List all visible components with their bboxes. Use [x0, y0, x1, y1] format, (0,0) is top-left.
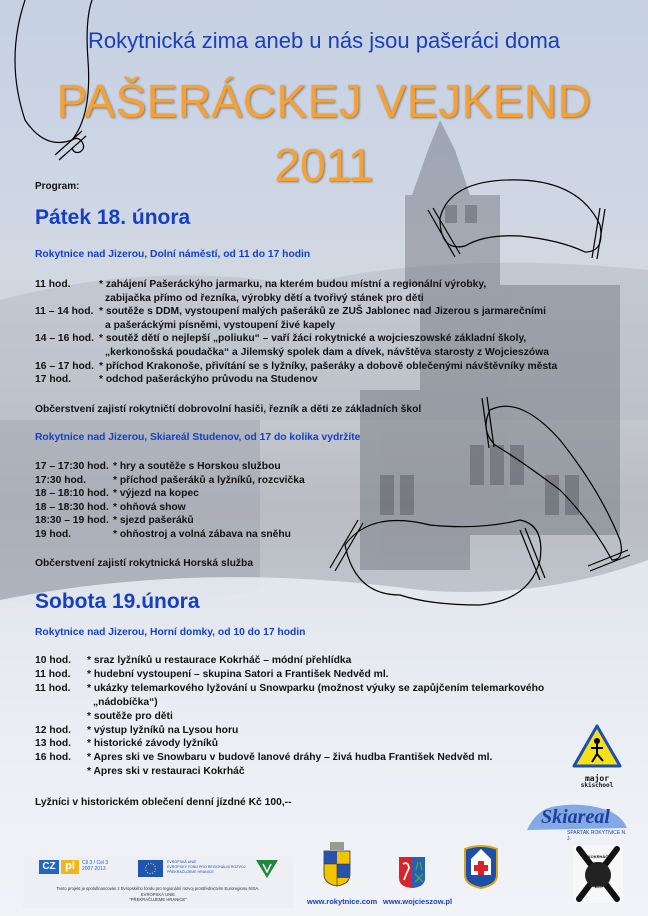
schedule-time: 12 hod. — [35, 724, 72, 736]
schedule-row — [35, 751, 595, 765]
schedule-desc: * soutěže pro děti — [87, 710, 173, 722]
schedule-row — [35, 654, 595, 668]
cil-label — [82, 860, 122, 872]
program-label: Program: — [35, 181, 80, 192]
schedule-row — [35, 487, 435, 501]
schedule-time: 18:30 – 19 hod. — [35, 515, 109, 527]
schedule-desc: * historické závody lyžníků — [87, 738, 219, 750]
schedule-desc: * Apres ski ve Snowbaru v budově lanové dráhy – živá hudba František Nedvěd ml. — [87, 752, 493, 764]
schedule-row — [35, 501, 435, 515]
major-skischool-logo — [572, 724, 622, 794]
rokytnice-coat-of-arms-icon — [322, 842, 352, 887]
schedule-time: 11 hod. — [35, 279, 71, 290]
wojcieszow-link[interactable]: www.wojcieszow.pl — [383, 897, 453, 906]
schedule-desc: * hudební vystoupení – skupina Satori a František Nedvěd ml. — [87, 668, 389, 680]
schedule-desc: * sjezd pašeráků — [113, 515, 194, 527]
schedule-time — [35, 710, 87, 724]
poster-year: 2011 — [274, 139, 374, 191]
saturday-ski-pass-note: Lyžníci v historickém oblečení denní jízdné Kč 100,-- — [35, 797, 292, 808]
schedule-row — [35, 332, 595, 346]
schedule-desc: * výjezd na kopec — [113, 488, 199, 500]
mountain-rescue-badge-icon — [461, 845, 501, 889]
schedule-desc: * ohňostroj a volná zábava na sněhu — [113, 528, 291, 540]
kokrhac-year: 1480 — [593, 885, 603, 890]
friday-venue-1: Rokytnice nad Jizerou, Dolní náměstí, od 11 do 17 hodin — [35, 249, 311, 260]
schedule-desc: * příchod Krakonoše, přivítání se s lyžníky, pašeráky a dobově oblečenými návštěvníky města — [99, 360, 558, 372]
schedule-row — [35, 474, 435, 488]
schedule-row — [35, 682, 595, 696]
eu-note-line: "PŘEKRAČUJEME HRANICE" — [129, 897, 187, 902]
kokrhac-sub: RESTAURANT — [587, 861, 609, 865]
schedule-time: 10 hod. — [35, 655, 72, 666]
schedule-row — [35, 460, 435, 474]
schedule-desc: * příchod pašeráků a lyžníků, rozcvička — [113, 474, 305, 486]
schedule-desc: „nádobíčka“) — [93, 696, 158, 708]
skischool-label: skischool — [580, 782, 614, 789]
wojcieszow-coat-of-arms-icon — [398, 856, 426, 889]
skiareal-name: Skiareal — [541, 806, 610, 828]
schedule-desc: * Apres ski v restauraci Kokrháč — [87, 766, 245, 778]
schedule-row — [35, 528, 435, 542]
schedule-desc: * ukázky telemarkového lyžování u Snowparku (možnost výuky se zapůjčením telemarkového — [87, 682, 545, 694]
schedule-desc: * soutěž dětí o nejlepší „poliuku“ – vaří žáci rokytnické a wojcieszowské základní školy, — [99, 333, 527, 345]
schedule-desc: * sraz lyžníků u restaurace Kokrháč – módní přehlídka — [87, 655, 352, 666]
warning-sign-icon — [572, 724, 622, 770]
eu-line: EVROPSKÝ FOND PRO REGIONÁLNÍ ROZVOJ — [167, 865, 246, 869]
schedule-time: 13 hod. — [35, 738, 72, 750]
schedule-desc: * hry a soutěže s Horskou službou — [113, 461, 281, 472]
schedule-row — [35, 710, 595, 724]
schedule-row — [35, 305, 595, 319]
schedule-row-cont — [35, 319, 595, 333]
poster-title: PAŠERÁCKEJ VEJKEND — [56, 75, 592, 127]
schedule-row — [35, 360, 595, 374]
schedule-desc: a pašeráckými písněmi, vystoupení živé kapely — [105, 319, 336, 331]
eu-line: PŘEKRAČUJEME HRANICE — [167, 870, 214, 874]
kokrhac-name: KOKRHÁČ — [587, 854, 609, 859]
pl-logo: pl — [61, 860, 79, 874]
schedule-time: 11 hod. — [35, 682, 71, 694]
skiareal-sub: SPARTAK ROKYTNICE N. J. — [567, 830, 627, 842]
eu-note — [23, 886, 293, 903]
eu-flag-icon — [138, 860, 163, 877]
schedule-row — [35, 765, 595, 779]
schedule-desc: * soutěže s DDM, vystoupení malých pašeráků ze ZUŠ Jablonec nad Jizerou s jarmarečními — [99, 306, 546, 318]
schedule-row — [35, 278, 595, 292]
eu-line: EVROPSKÁ UNIE — [167, 860, 197, 864]
schedule-row — [35, 514, 435, 528]
schedule-desc: * zahájení Pašeráckýho jarmarku, na kterém budou místní a regionální výrobky, — [99, 279, 487, 290]
schedule-row — [35, 724, 595, 738]
friday-venue-2: Rokytnice nad Jizerou, Skiareál Studenov, od 17 do kolika vydržíte — [35, 432, 361, 443]
kokrhac-restaurant-logo — [573, 845, 623, 903]
cz-logo: CZ — [39, 860, 59, 874]
eu-text — [167, 860, 257, 875]
schedule-desc: * ohňová show — [113, 501, 186, 513]
schedule-row — [35, 737, 595, 751]
friday-heading: Pátek 18. února — [35, 206, 191, 229]
eu-note-line: Tento projekt je spolufinancován z Evropského fondu pro regionální rozvoj prostřednictvím Euroregionu NISA. — [56, 886, 260, 891]
schedule-row-cont — [35, 292, 595, 306]
eu-note-line: EVROPSKÁ UNIE — [140, 891, 176, 897]
rokytnice-link[interactable]: www.rokytnice.com — [307, 897, 378, 906]
saturday-venue: Rokytnice nad Jizerou, Horní domky, od 10 do 17 hodin — [35, 627, 306, 638]
skiareal-logo — [527, 800, 631, 840]
schedule-time: 17 hod. — [35, 374, 72, 386]
schedule-desc: „kerkonošská poudačka“ a Jilemský spolek dam a dívek, návštěva starosty z Wojcieszówa — [105, 346, 549, 358]
schedule-time — [35, 765, 87, 779]
friday-schedule-2 — [35, 460, 435, 542]
schedule-time: 11 hod. — [35, 668, 71, 680]
schedule-row-cont — [35, 696, 595, 710]
saturday-heading: Sobota 19.února — [35, 590, 200, 613]
years-text: 2007 2013 — [82, 866, 106, 872]
eu-funding-box — [23, 856, 293, 908]
schedule-desc: * odchod pašeráckýho průvodu na Studenov — [99, 374, 318, 386]
major-label: major — [584, 774, 610, 783]
schedule-time: 17 – 17:30 hod. — [35, 461, 109, 472]
schedule-desc: * výstup lyžníků na Lysou horu — [87, 724, 239, 736]
poster-subtitle: Rokytnická zima aneb u nás jsou pašeráci doma — [87, 28, 561, 53]
schedule-time: 18 – 18:30 hod. — [35, 501, 109, 513]
schedule-time: 19 hod. — [35, 528, 72, 540]
cil-text: Cíl 3 / Cel 3 — [82, 860, 109, 866]
saturday-schedule — [35, 654, 595, 779]
schedule-row — [35, 373, 595, 387]
schedule-time: 14 – 16 hod. — [35, 333, 94, 345]
schedule-time: 17:30 hod. — [35, 474, 86, 486]
schedule-desc: zabijačka přímo od řezníka, výrobky dětí a tvořivý stánek pro děti — [105, 292, 424, 304]
nisa-logo-icon — [256, 860, 278, 878]
schedule-time: 11 – 14 hod. — [35, 306, 94, 318]
schedule-row — [35, 668, 595, 682]
friday-schedule-1 — [35, 278, 595, 387]
schedule-time: 16 – 17 hod. — [35, 360, 94, 372]
schedule-time: 18 – 18:10 hod. — [35, 488, 109, 500]
friday-refreshments-note-1: Občerstvení zajistí rokytničtí dobrovolní hasiči, řezník a děti ze základních škol — [35, 404, 422, 415]
friday-refreshments-note-2: Občerstvení zajistí rokytnická Horská služba — [35, 558, 254, 569]
schedule-row-cont — [35, 346, 595, 360]
schedule-time: 16 hod. — [35, 752, 72, 764]
